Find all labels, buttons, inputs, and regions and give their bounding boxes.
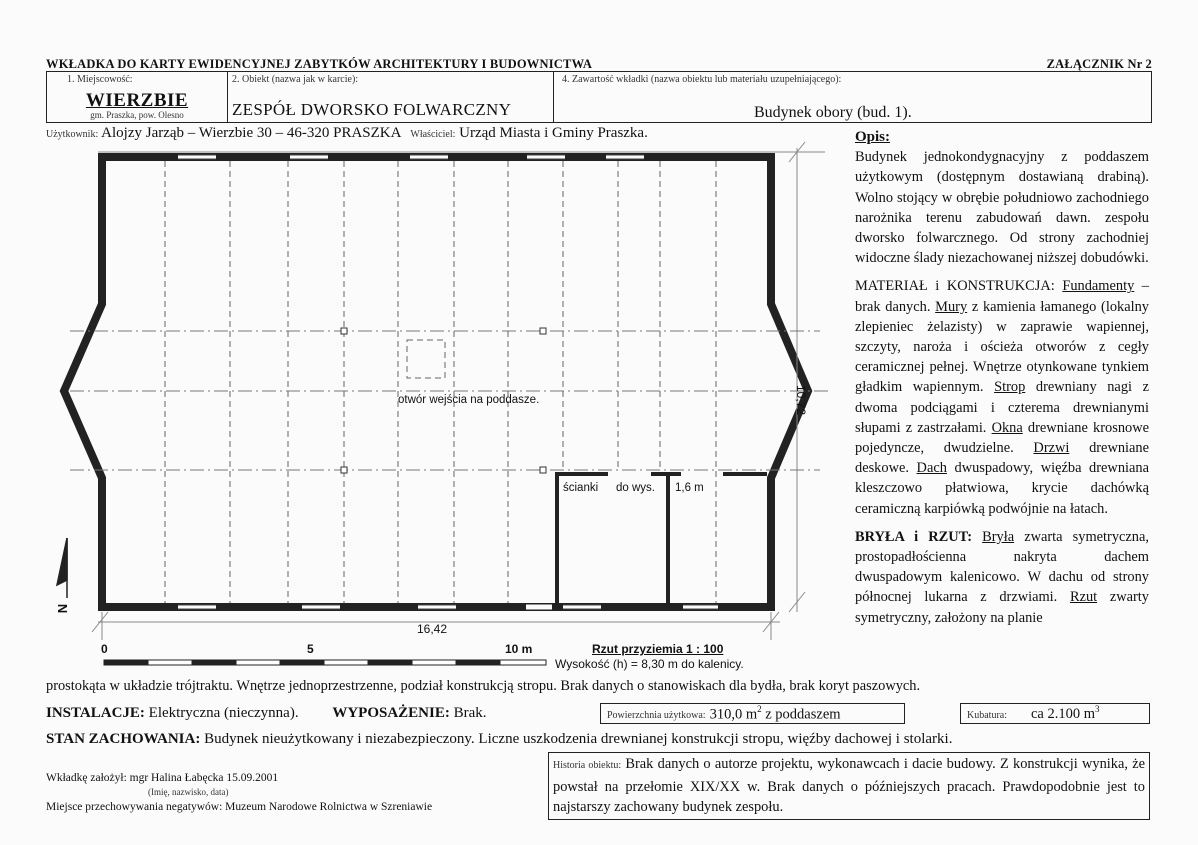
p3-b: zwarty symetryczny, założony na planie (855, 589, 1149, 626)
author-sub: (Imię, nazwisko, data) (148, 787, 229, 797)
p2-mury: Mury (935, 298, 968, 315)
description-column (855, 127, 1149, 628)
user-value: Alojzy Jarząb – Wierzbie 30 – 46-320 PRASZKA (101, 125, 401, 141)
post (341, 467, 347, 473)
p3-a: zwarta symetryczna, prostopadłościenna nakryta dachem dwuspadowym kalenicowo. W dachu od strony północnej lukarna z drzwiami. (855, 528, 1149, 606)
field-object-label: 2. Obiekt (nazwa jak w karcie): (232, 74, 359, 85)
height-note: Wysokość (h) = 8,30 m do kalenicy. (555, 657, 744, 671)
scale-label-0: 0 (101, 642, 108, 656)
area-label: Powierzchnia użytkowa: (607, 710, 706, 722)
p2-e: drewniane deskowe. (855, 440, 1150, 477)
scale-bar-segment (456, 660, 500, 665)
equipment-value: Brak. (453, 705, 487, 721)
description-continuation: prostokąta w układzie trójtraktu. Wnętrze jednoprzestrzenne, podział konstrukcją stropu. Brak danych o stanowiskach dla bydła, brak koryt paszowych. (46, 678, 921, 694)
p2-fund: Fundamenty (1062, 278, 1135, 295)
installations-value: Elektryczna (nieczynna). (148, 705, 299, 721)
depth-dimension: 10,72 (794, 385, 808, 416)
volume-unit-exp: 3 (1095, 704, 1100, 714)
outer-wall (64, 157, 808, 607)
area-box (600, 703, 905, 724)
scale-bar-segment (192, 660, 236, 665)
area-unit-exp: 2 (757, 704, 762, 714)
owner-label: Właściciel: (410, 129, 456, 140)
p2-okna: Okna (991, 419, 1023, 436)
volume-value: ca 2.100 m (1031, 706, 1096, 723)
condition-line (46, 731, 952, 748)
volume-label: Kubatura: (967, 710, 1007, 722)
partition-label-3: 1,6 m (675, 482, 704, 494)
p2-strop: Strop (994, 379, 1026, 396)
locality-value: WIERZBIE (85, 90, 189, 111)
condition-value: Budynek nieużytkowany i niezabezpieczony. Liczne uszkodzenia drewnianej konstrukcji stropu, więźby dachowej i stolarki. (204, 731, 953, 747)
p3-lead: BRYŁA i RZUT: (855, 528, 972, 545)
description-p3 (855, 527, 1149, 628)
storage-line: Miejsce przechowywania negatywów: Muzeum Narodowe Rolnictwa w Szreniawie (46, 801, 433, 813)
field-locality-label: 1. Miejscowość: (67, 74, 133, 85)
card-title: WKŁADKA DO KARTY EWIDENCYJNEJ ZABYTKÓW ARCHITEKTURY I BUDOWNICTWA (46, 57, 593, 71)
post (341, 328, 347, 334)
p2-d: drewniane krosnowe pojedyncze, dwudzielne. (855, 419, 1149, 457)
history-text (553, 754, 1145, 818)
field-contents-label: 4. Zawartość wkładki (nazwa obiektu lub materiału uzupełniającego): (562, 74, 842, 85)
p3-bryla: Bryła (982, 528, 1015, 545)
p3-rzut: Rzut (1069, 589, 1098, 606)
p2-b: z kamienia łamanego (lokalny zlepieniec żelazisty) w zaprawie wapiennej, szczyty, naroża i ościeża otworów z cegły ceramicznej pełnej. Wnętrze otynkowane tynkiem gładkim wapiennym. (855, 298, 1150, 396)
scale-label-10: 10 m (505, 642, 533, 656)
p2-c: drewniany nagi z dwoma podciągami i czterema drewnianymi słupami z zastrzałami. (855, 379, 1149, 436)
p2-f: dwuspadowy, więźba drewniana kleszczowo płatwiowa, krycie dachówką ceramiczną karpiówką podwójnie na łatach. (855, 460, 1149, 517)
locality-sub: gm. Praszka, pow. Olesno (90, 110, 184, 120)
scale-label-5: 5 (307, 642, 314, 656)
description-p1: Budynek jednokondygnacyjny z poddaszem użytkowym (dostępnym dostawianą drabiną). Wolno stojący w obrębie południowo zachodniego narożnika terenu zabudowań dawn. zespołu dworsko folwarcznego. Od strony zachodniej widoczne ślady niezachowanej niższej dobudówki. (855, 149, 1149, 267)
area-value: 310,0 m (709, 706, 758, 723)
p2-a: – brak danych. (855, 278, 1149, 315)
p2-dach: Dach (916, 460, 947, 477)
object-value: ZESPÓŁ DWORSKO FOLWARCZNY (232, 100, 512, 119)
installations-label: INSTALACJE: (46, 705, 145, 721)
partition-label-2: do wys. (616, 482, 655, 494)
attic-opening-label: otwór wejścia na poddasze. (398, 394, 540, 406)
p2-lead: MATERIAŁ i KONSTRUKCJA: (855, 278, 1055, 295)
north-label: N (55, 603, 71, 614)
attic-opening (407, 340, 445, 378)
width-dimension: 16,42 (417, 622, 448, 636)
scale-bar-segment (104, 660, 148, 665)
history-label: Historia obiektu: (553, 760, 622, 771)
plan-title: Rzut przyziemia 1 : 100 (592, 642, 724, 656)
partition-label-1: ścianki (563, 482, 599, 494)
history-box (548, 752, 1150, 820)
p2-drzwi: Drzwi (1033, 440, 1070, 457)
contents-value: Budynek obory (bud. 1). (754, 104, 912, 121)
scale-bar-segment (280, 660, 324, 665)
attachment-label: ZAŁĄCZNIK Nr 2 (1046, 57, 1152, 71)
volume-box (960, 703, 1150, 724)
scale-bar-segment (368, 660, 412, 665)
area-suffix: z poddaszem (761, 706, 841, 723)
condition-label: STAN ZACHOWANIA: (46, 731, 201, 747)
author-line: Wkładkę założył: mgr Halina Łabęcka 15.09.2001 (46, 772, 279, 784)
owner-value: Urząd Miasta i Gminy Praszka. (459, 125, 648, 141)
description-p2 (855, 276, 1149, 518)
post (540, 328, 546, 334)
description-heading: Opis: (855, 129, 891, 145)
history-value: Brak danych o autorze projektu, wykonawcach i dacie budowy. Z konstrukcji wynika, że powstał na przełomie XIX/XX w. Brak danych o późniejszych pracach. Prawdopodobnie jest to najstarszy zachowany budynek zespołu. (553, 756, 1145, 815)
user-label: Użytkownik: (46, 129, 99, 140)
equipment-label: WYPOSAŻENIE: (332, 705, 450, 721)
north-arrow-head (57, 538, 67, 585)
post (540, 467, 546, 473)
installations-line (46, 705, 487, 722)
